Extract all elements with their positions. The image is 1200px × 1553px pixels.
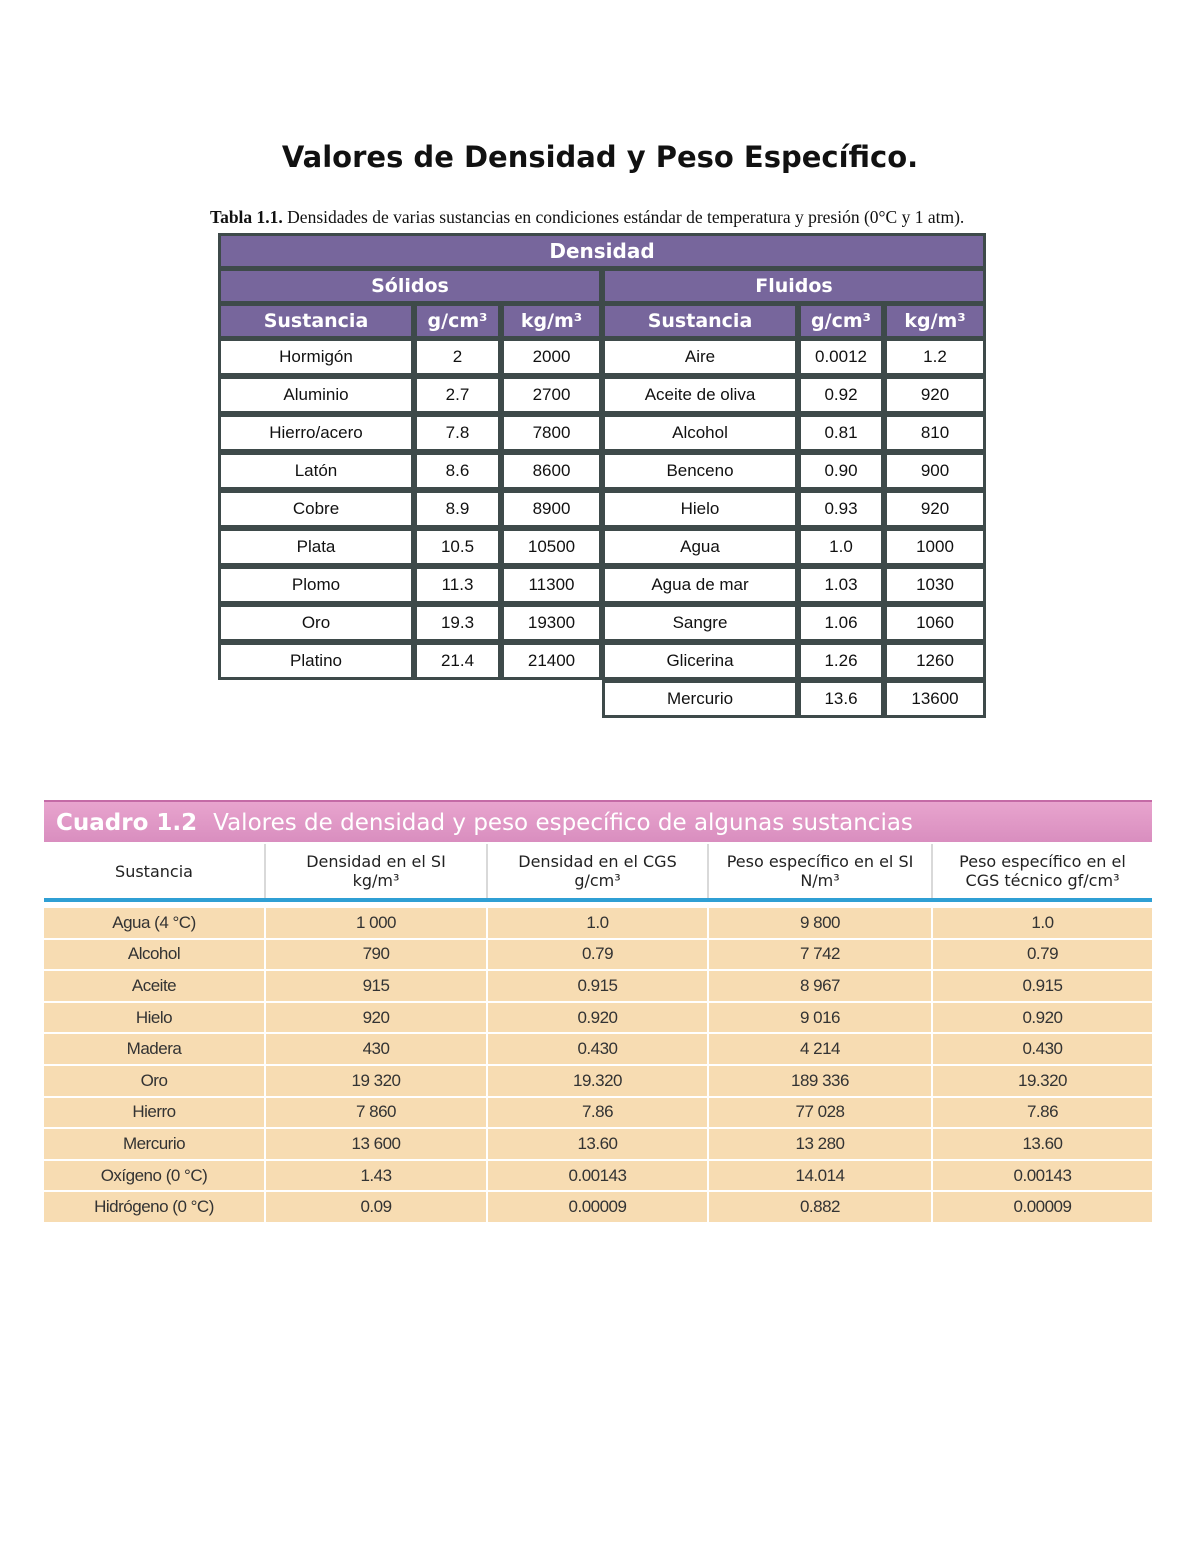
- caption-label: Tabla 1.1.: [210, 207, 283, 227]
- spacer-cell: [44, 900, 265, 907]
- column-header-unit: CGS técnico gf/cm³: [965, 871, 1120, 890]
- table-row: [218, 604, 986, 642]
- page-title: Valores de Densidad y Peso Específico.: [281, 140, 919, 174]
- solid-substance-cell: Hormigón: [218, 338, 414, 376]
- value-cell: 19.320: [487, 1065, 708, 1097]
- value-cell: 77 028: [708, 1097, 932, 1129]
- solid-substance-cell: Cobre: [218, 490, 414, 528]
- solid-value-cell: 8.9: [414, 490, 501, 528]
- value-cell: 0.00009: [932, 1191, 1152, 1222]
- value-cell: 0.79: [932, 939, 1152, 971]
- substance-cell: Aceite: [44, 970, 265, 1002]
- solid-substance-cell: Platino: [218, 642, 414, 680]
- solids-header: Sólidos: [218, 268, 602, 303]
- value-cell: 4 214: [708, 1033, 932, 1065]
- value-cell: 19.320: [932, 1065, 1152, 1097]
- fluid-substance-cell: Glicerina: [602, 642, 798, 680]
- fluid-substance-cell: Aire: [602, 338, 798, 376]
- value-cell: 0.920: [932, 1002, 1152, 1034]
- solid-value-cell: 11300: [501, 566, 602, 604]
- table-row: [44, 1191, 1152, 1222]
- column-header-unit: kg/m³: [352, 871, 400, 890]
- empty-cell: [501, 680, 602, 718]
- value-cell: 1.0: [932, 907, 1152, 939]
- value-cell: 0.09: [265, 1191, 487, 1222]
- fluid-substance-cell: Benceno: [602, 452, 798, 490]
- solid-value-cell: 10500: [501, 528, 602, 566]
- spacer-cell: [932, 900, 1152, 907]
- solid-value-cell: 10.5: [414, 528, 501, 566]
- specific-weight-table-body: [44, 900, 1152, 1222]
- value-cell: 19 320: [265, 1065, 487, 1097]
- fluid-value-cell: 900: [884, 452, 986, 490]
- value-cell: 13.60: [932, 1128, 1152, 1160]
- value-cell: 0.430: [487, 1033, 708, 1065]
- column-header: [708, 844, 932, 900]
- col-substance-solid: Sustancia: [218, 303, 414, 338]
- value-cell: 14.014: [708, 1160, 932, 1192]
- value-cell: 1.43: [265, 1160, 487, 1192]
- value-cell: 0.00143: [932, 1160, 1152, 1192]
- fluid-substance-cell: Hielo: [602, 490, 798, 528]
- fluid-substance-cell: Sangre: [602, 604, 798, 642]
- col-gcm3-solid: g/cm³: [414, 303, 501, 338]
- solid-value-cell: 7.8: [414, 414, 501, 452]
- solid-value-cell: 2: [414, 338, 501, 376]
- fluid-value-cell: 1060: [884, 604, 986, 642]
- table-row: [218, 376, 986, 414]
- table-row: [44, 1160, 1152, 1192]
- substance-cell: Hierro: [44, 1097, 265, 1129]
- fluid-value-cell: 0.93: [798, 490, 884, 528]
- substance-cell: Mercurio: [44, 1128, 265, 1160]
- column-header-line: Densidad en el CGS: [518, 852, 677, 871]
- fluid-value-cell: 920: [884, 376, 986, 414]
- fluid-substance-cell: Alcohol: [602, 414, 798, 452]
- column-header-unit: N/m³: [800, 871, 840, 890]
- table-row: [44, 1002, 1152, 1034]
- spacer-cell: [487, 900, 708, 907]
- value-cell: 13.60: [487, 1128, 708, 1160]
- solid-value-cell: 21.4: [414, 642, 501, 680]
- cuadro-title-bar: [44, 800, 1152, 842]
- table-row: [44, 1097, 1152, 1129]
- solid-value-cell: 19.3: [414, 604, 501, 642]
- fluid-value-cell: 1.26: [798, 642, 884, 680]
- table-row: [218, 338, 986, 376]
- value-cell: 0.00143: [487, 1160, 708, 1192]
- solid-value-cell: 2700: [501, 376, 602, 414]
- value-cell: 0.920: [487, 1002, 708, 1034]
- value-cell: 1.0: [487, 907, 708, 939]
- value-cell: 0.915: [487, 970, 708, 1002]
- value-cell: 0.882: [708, 1191, 932, 1222]
- spacer-row: [44, 900, 1152, 907]
- solid-value-cell: 8900: [501, 490, 602, 528]
- table-row: [218, 680, 986, 718]
- solid-substance-cell: Plata: [218, 528, 414, 566]
- fluid-value-cell: 0.0012: [798, 338, 884, 376]
- value-cell: 13 280: [708, 1128, 932, 1160]
- solid-value-cell: 8.6: [414, 452, 501, 490]
- empty-cell: [218, 680, 414, 718]
- column-header: [932, 844, 1152, 900]
- specific-weight-table: [44, 844, 1152, 1222]
- fluid-value-cell: 13.6: [798, 680, 884, 718]
- fluid-value-cell: 810: [884, 414, 986, 452]
- value-cell: 8 967: [708, 970, 932, 1002]
- solid-value-cell: 7800: [501, 414, 602, 452]
- solid-substance-cell: Latón: [218, 452, 414, 490]
- table-row: [44, 907, 1152, 939]
- table-row: [44, 1033, 1152, 1065]
- col-kgm3-fluid: kg/m³: [884, 303, 986, 338]
- fluid-substance-cell: Mercurio: [602, 680, 798, 718]
- cuadro-title: Valores de densidad y peso específico de algunas sustancias: [213, 810, 913, 836]
- value-cell: 1 000: [265, 907, 487, 939]
- table-row: [44, 939, 1152, 971]
- substance-cell: Hielo: [44, 1002, 265, 1034]
- value-cell: 430: [265, 1033, 487, 1065]
- value-cell: 189 336: [708, 1065, 932, 1097]
- fluid-substance-cell: Aceite de oliva: [602, 376, 798, 414]
- column-header: [487, 844, 708, 900]
- value-cell: 9 016: [708, 1002, 932, 1034]
- solid-value-cell: 19300: [501, 604, 602, 642]
- value-cell: 0.915: [932, 970, 1152, 1002]
- solid-substance-cell: Plomo: [218, 566, 414, 604]
- solid-value-cell: 2000: [501, 338, 602, 376]
- solid-substance-cell: Hierro/acero: [218, 414, 414, 452]
- table-row: [218, 490, 986, 528]
- table-row: [44, 970, 1152, 1002]
- density-table-body: [218, 338, 986, 718]
- value-cell: 7 742: [708, 939, 932, 971]
- table-row: [218, 414, 986, 452]
- fluid-value-cell: 13600: [884, 680, 986, 718]
- table-row: [218, 452, 986, 490]
- table-header-row: [44, 844, 1152, 900]
- spacer-cell: [265, 900, 487, 907]
- fluid-value-cell: 1030: [884, 566, 986, 604]
- fluid-value-cell: 0.92: [798, 376, 884, 414]
- spacer-cell: [708, 900, 932, 907]
- substance-cell: Hidrógeno (0 °C): [44, 1191, 265, 1222]
- fluid-value-cell: 1000: [884, 528, 986, 566]
- value-cell: 9 800: [708, 907, 932, 939]
- solid-substance-cell: Oro: [218, 604, 414, 642]
- column-header-line: Densidad en el SI: [306, 852, 446, 871]
- column-header-line: Sustancia: [115, 861, 193, 881]
- value-cell: 7 860: [265, 1097, 487, 1129]
- col-substance-fluid: Sustancia: [602, 303, 798, 338]
- table-row: [44, 1128, 1152, 1160]
- substance-cell: Alcohol: [44, 939, 265, 971]
- fluids-header: Fluidos: [602, 268, 986, 303]
- density-table: [218, 233, 986, 718]
- fluid-value-cell: 0.90: [798, 452, 884, 490]
- col-gcm3-fluid: g/cm³: [798, 303, 884, 338]
- column-header: [44, 844, 265, 900]
- cuadro-number: Cuadro 1.2: [56, 810, 198, 836]
- column-header-line: Peso específico en el SI: [726, 852, 914, 871]
- solid-value-cell: 8600: [501, 452, 602, 490]
- solid-substance-cell: Aluminio: [218, 376, 414, 414]
- fluid-value-cell: 1.03: [798, 566, 884, 604]
- fluid-value-cell: 1.2: [884, 338, 986, 376]
- column-header-unit: g/cm³: [574, 871, 621, 890]
- value-cell: 0.430: [932, 1033, 1152, 1065]
- caption-text: Densidades de varias sustancias en condiciones estándar de temperatura y presión (0°C y 1 atm).: [287, 207, 965, 227]
- table-row: [218, 642, 986, 680]
- substance-cell: Oro: [44, 1065, 265, 1097]
- col-kgm3-solid: kg/m³: [501, 303, 602, 338]
- solid-value-cell: 11.3: [414, 566, 501, 604]
- substance-cell: Madera: [44, 1033, 265, 1065]
- column-header-line: Peso específico en el: [959, 852, 1126, 871]
- value-cell: 790: [265, 939, 487, 971]
- substance-cell: Oxígeno (0 °C): [44, 1160, 265, 1192]
- fluid-substance-cell: Agua de mar: [602, 566, 798, 604]
- substance-cell: Agua (4 °C): [44, 907, 265, 939]
- value-cell: 920: [265, 1002, 487, 1034]
- table-row: [218, 528, 986, 566]
- table-row: [218, 566, 986, 604]
- table-caption: [210, 207, 964, 228]
- value-cell: 7.86: [932, 1097, 1152, 1129]
- column-header: [265, 844, 487, 900]
- fluid-substance-cell: Agua: [602, 528, 798, 566]
- value-cell: 7.86: [487, 1097, 708, 1129]
- value-cell: 915: [265, 970, 487, 1002]
- fluid-value-cell: 1.06: [798, 604, 884, 642]
- value-cell: 13 600: [265, 1128, 487, 1160]
- value-cell: 0.79: [487, 939, 708, 971]
- table-row: [44, 1065, 1152, 1097]
- empty-cell: [414, 680, 501, 718]
- fluid-value-cell: 0.81: [798, 414, 884, 452]
- fluid-value-cell: 1.0: [798, 528, 884, 566]
- fluid-value-cell: 920: [884, 490, 986, 528]
- value-cell: 0.00009: [487, 1191, 708, 1222]
- solid-value-cell: 21400: [501, 642, 602, 680]
- density-header: Densidad: [218, 233, 986, 268]
- fluid-value-cell: 1260: [884, 642, 986, 680]
- solid-value-cell: 2.7: [414, 376, 501, 414]
